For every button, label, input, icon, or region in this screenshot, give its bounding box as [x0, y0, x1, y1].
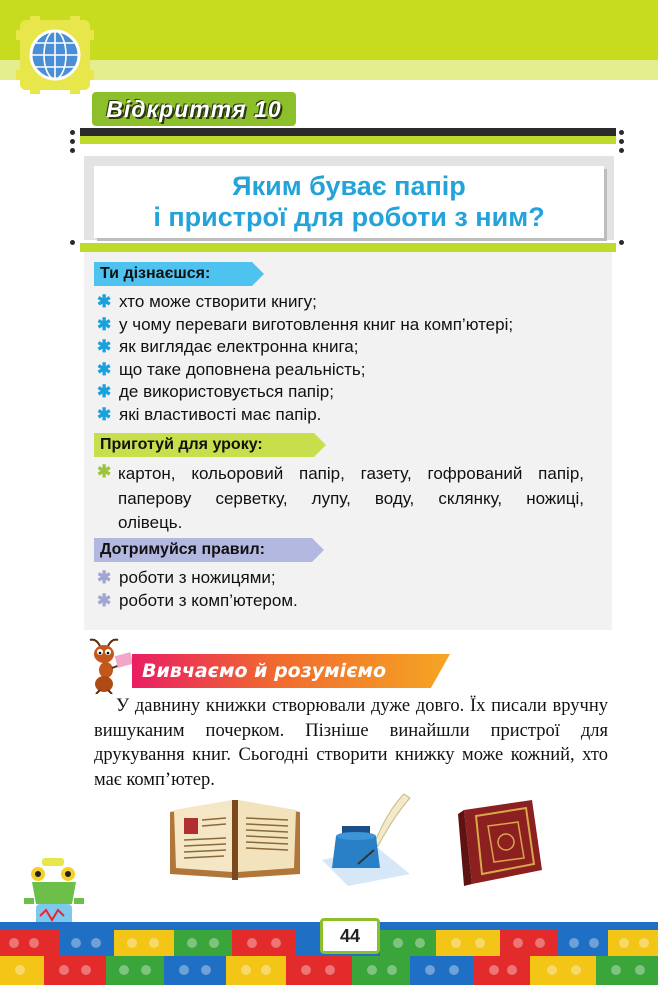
bullet-star-icon: ✱	[97, 359, 112, 379]
rules-list	[97, 567, 607, 612]
page-title	[94, 166, 604, 238]
list-item: ✱ роботи з комп’ютером.	[97, 590, 607, 613]
dots-left-bottom	[70, 240, 76, 249]
list-item: ✱ які властивості має папір.	[97, 404, 607, 427]
bullet-star-icon: ✱	[97, 337, 112, 356]
list-item: ✱ де використовується папір;	[97, 381, 607, 404]
closed-book-icon	[454, 796, 544, 888]
list-item: ✱ що таке доповнена реальність;	[97, 359, 607, 382]
top-band-light	[0, 60, 658, 80]
title-line-2: і пристрої для роботи з ним?	[153, 202, 545, 232]
bullet-star-icon: ✱	[97, 382, 112, 401]
discovery-badge: Відкриття 10	[92, 92, 296, 126]
divider-lime	[80, 136, 616, 144]
rules-heading: Дотримуйся правил:	[94, 538, 324, 562]
dots-left	[70, 130, 76, 157]
list-item: ✱ як виглядає електронна книга;	[97, 336, 607, 359]
divider-lime-bottom	[80, 243, 616, 252]
dots-right	[619, 130, 625, 157]
inkwell-quill-icon	[318, 790, 418, 886]
prepare-text: картон, кольоровий папір, газету, гофрований папір, паперову серветку, лупу, воду, склянку, ножиці, олівець.	[118, 464, 584, 532]
section-title: Вивчаємо й розуміємо	[142, 660, 387, 682]
bullet-star-icon: ✱	[97, 314, 112, 334]
page-number: 44	[320, 918, 380, 954]
dots-right-bottom	[619, 240, 625, 249]
list-item: ✱ у чому переваги виготовлення книг на комп’ютері;	[97, 314, 607, 337]
bullet-star-icon: ✱	[97, 568, 112, 587]
open-book-icon	[166, 792, 304, 884]
bullet-star-icon: ✱	[97, 590, 112, 610]
bullet-star-icon: ✱	[97, 292, 112, 311]
ant-mascot-icon	[86, 638, 136, 694]
bullet-star-icon: ✱	[97, 404, 112, 424]
title-line-1: Яким буває папір	[232, 171, 466, 201]
body-paragraph: У давнину книжки створювали дуже довго. Їх писали вручну вишуканим почерком. Пізніше винайшли пристрої для друкування книг. Сьогодні створити книжку може кожний, хто має комп’ютер.	[94, 696, 608, 790]
divider-dark	[80, 128, 616, 136]
bullet-star-icon: ✱	[97, 462, 112, 481]
list-item: ✱ роботи з ножицями;	[97, 567, 607, 590]
prepare-heading: Приготуй для уроку:	[94, 433, 326, 457]
globe-icon	[16, 16, 94, 94]
list-item: ✱ хто може створити книгу;	[97, 291, 607, 314]
learn-heading: Ти дізнаєшся:	[94, 262, 264, 286]
learn-list	[97, 291, 607, 426]
